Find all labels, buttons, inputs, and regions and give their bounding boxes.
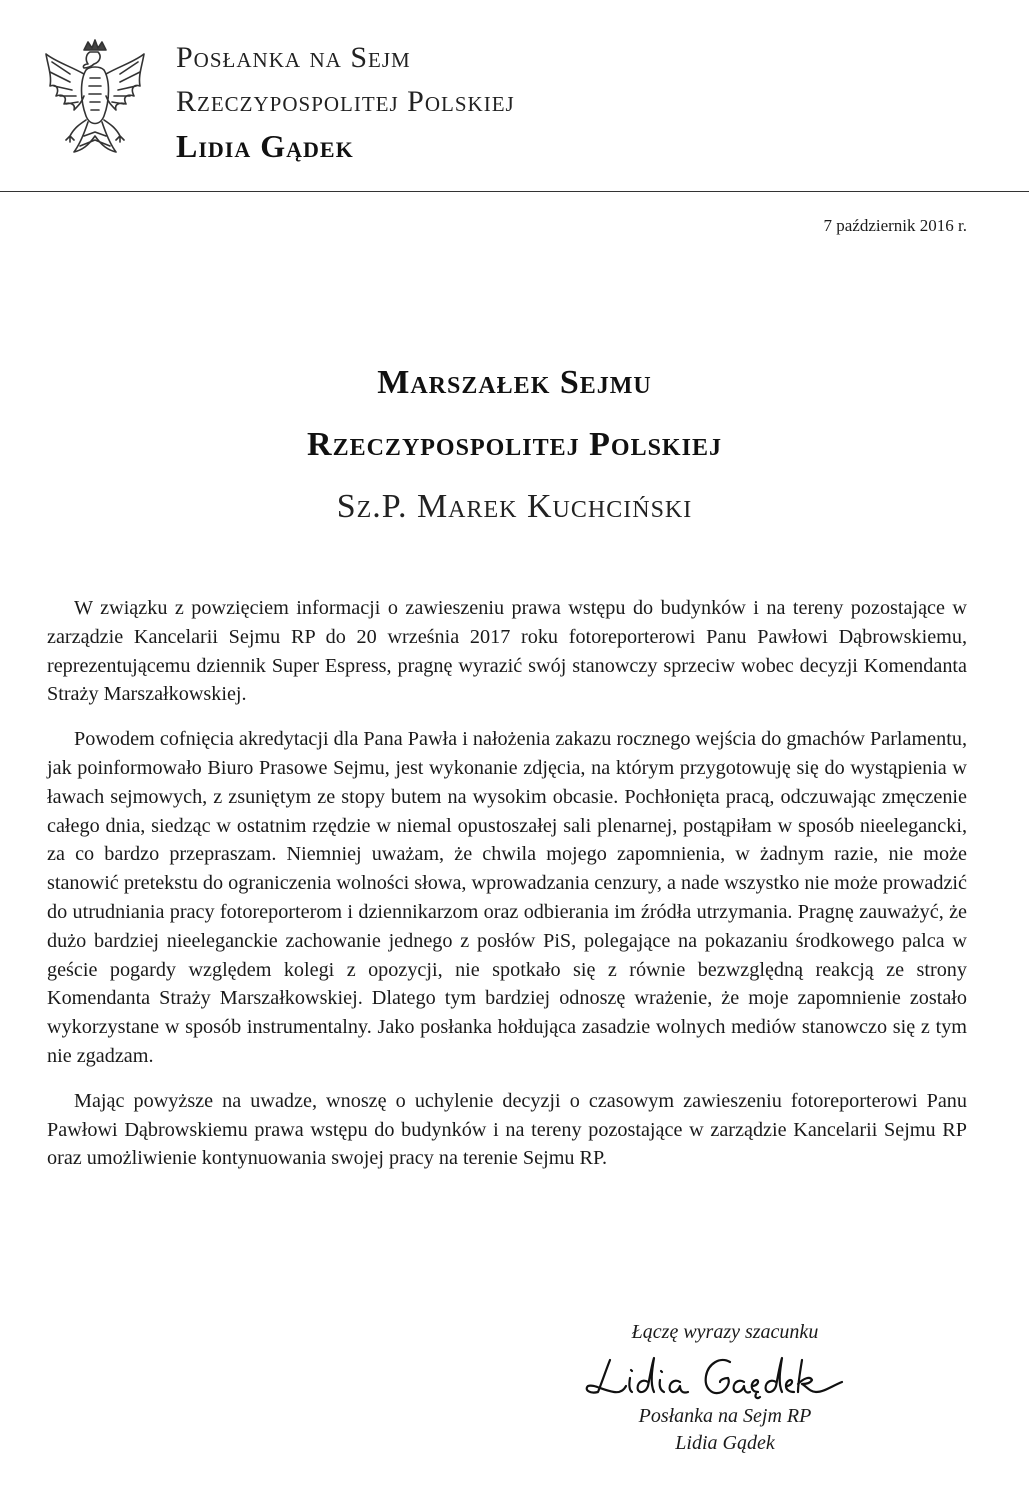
closing-greeting: Łączę wyrazy szacunku xyxy=(631,1321,819,1343)
signatory-block xyxy=(560,1403,890,1457)
body-paragraph-3: Mając powyższe na uwadze, wnoszę o uchylenie decyzji o czasowym zawieszeniu fotoreporterowi Panu Pawłowi Dąbrowskiemu prawa wstępu do budynków i na tereny pozostające w zarządzie Kancelarii Sejmu RP oraz umożliwienie kontynuowania swojej pracy na terenie Sejmu RP. xyxy=(47,1089,967,1170)
body-paragraph-2: Powodem cofnięcia akredytacji dla Pana Pawła i nałożenia zakazu rocznego wejścia do gmachów Parlamentu, jak poinformowało Biuro Prasowe Sejmu, jest wykonanie zdjęcia, na którym przygotowuję się do wystąpienia w ławach sejmowych, z zsuniętym ze stopy butem na wysokim obcasie. Pochłonięta pracą, odczuwając zmęczenie całego dnia, siedząc w ostatnim rzędzie w niemal opustoszałej sali plenarnej, postąpiłam w sposób nieelegancki, za co bardzo przepraszam. Niemniej uważam, że chwila mojego zapomnienia, w żadnym razie, nie może stanowić pretekstu do ograniczenia wolności słowa, wprowadzania cenzury, a nade wszystko nie może prowadzić do utrudniania pracy fotoreporterom i dziennikarzom oraz odbierania im źródła utrzymania. Pragnę zauważyć, że dużo bardziej nieeleganckie zachowanie jednego z posłów PiS, polegające na pokazaniu środkowego palca w geście pogardy względem kolegi z opozycji, nie spotkało się z równie bezwzględną reakcją ze strony Komendanta Straży Marszałkowskiej. Dlatego tym bardziej odnoszę wrażenie, że moje zapomnienie zostało wykorzystane w sposób instrumentalny. Jako posłanka hołdująca zasadzie wolnych mediów stanowczo się z tym nie zgadzam. xyxy=(47,728,967,1067)
addressee-name: Sz.P. Marek Kuchciński xyxy=(336,488,693,525)
letterhead-title-line1: Posłanka na Sejm xyxy=(176,41,411,74)
letter-date: 7 październik 2016 r. xyxy=(823,216,967,235)
letter-body xyxy=(47,594,967,1189)
addressee-block xyxy=(0,352,1029,538)
addressee-line2: Rzeczypospolitej Polskiej xyxy=(307,426,722,463)
letterhead-text xyxy=(176,36,515,168)
letterhead-name: Lidia Gądek xyxy=(176,128,354,164)
body-paragraph-1: W związku z powzięciem informacji o zawieszeniu prawa wstępu do budynków i na tereny pozostające w zarządzie Kancelarii Sejmu RP do 20 września 2017 roku fotoreporterowi Panu Pawłowi Dąbrowskiemu, reprezentującemu dziennik Super Espress, pragnę wyrazić swój stanowczy sprzeciw wobec decyzji Komendanta Straży Marszałkowskiej. xyxy=(47,597,967,706)
signatory-name: Lidia Gądek xyxy=(675,1432,775,1454)
addressee-line1: Marszałek Sejmu xyxy=(377,364,652,401)
eagle-emblem-icon xyxy=(40,36,150,164)
letterhead xyxy=(0,0,1029,192)
handwritten-signature xyxy=(580,1352,850,1400)
signatory-title: Posłanka na Sejm RP xyxy=(638,1405,812,1427)
header-divider xyxy=(0,191,1029,192)
letterhead-title-line2: Rzeczypospolitej Polskiej xyxy=(176,85,515,118)
